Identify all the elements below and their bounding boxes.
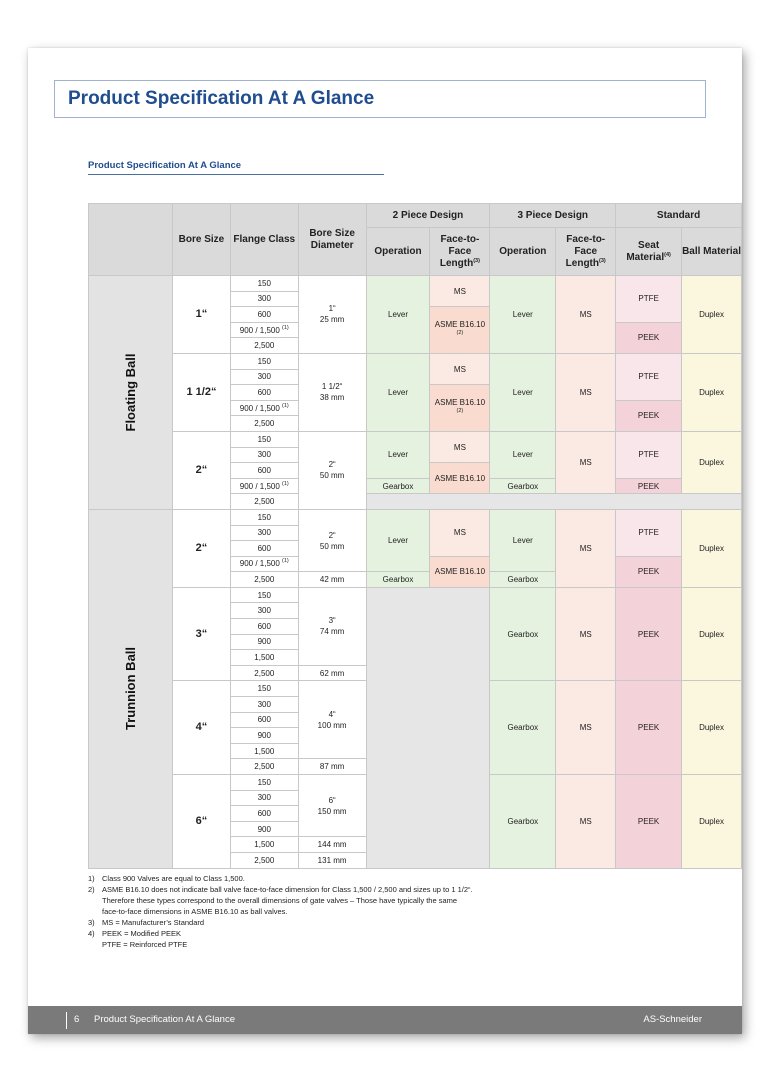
bore-diameter-2500: 87 mm <box>298 759 366 775</box>
face-to-face-2p: MS <box>430 509 490 556</box>
footnote <box>88 906 473 917</box>
group-two-piece: 2 Piece Design <box>366 204 490 228</box>
face-to-face-2p: MS <box>430 353 490 384</box>
diameter-inch: 2“ <box>328 460 336 470</box>
diameter-mm: 38 mm <box>319 393 345 403</box>
face-to-face-3p: MS <box>556 587 616 681</box>
bore-diameter <box>298 681 366 759</box>
page-footer <box>28 1006 742 1034</box>
operation-2p: Lever <box>366 276 430 354</box>
header-seat-material <box>616 228 682 276</box>
cell-text: 900 / 1,500 <box>239 325 280 335</box>
footnote <box>88 939 473 950</box>
flange-class: 2,500 <box>230 759 298 775</box>
face-to-face-3p: MS <box>556 775 616 869</box>
bore-diameter <box>298 431 366 509</box>
ball-material: Duplex <box>682 775 742 869</box>
flange-class: 1,500 <box>230 650 298 666</box>
diameter-mm: 25 mm <box>319 315 345 325</box>
footer-title: Product Specification At A Glance <box>94 1014 236 1025</box>
cell-text: ASME B16.10 <box>434 320 486 330</box>
diameter-inch: 6“ <box>328 795 336 805</box>
footnote-ref: (1) <box>282 324 289 331</box>
header-text: Face-to-Face Length <box>565 233 606 269</box>
operation-3p: Gearbox <box>490 587 556 681</box>
seat-material: PEEK <box>616 775 682 869</box>
not-available-cell <box>366 494 741 510</box>
cell-text: 900 / 1,500 <box>239 481 280 491</box>
footnote-ref: (1) <box>282 558 289 565</box>
header-operation-2p: Operation <box>366 228 430 276</box>
header-face-to-face-3p <box>556 228 616 276</box>
face-to-face-3p: MS <box>556 509 616 587</box>
footnote-text: ASME B16.10 does not indicate ball valve face-to-face dimension for Class 1,500 / 2,500 and sizes up to 1 1/2“. <box>102 885 473 894</box>
footnote <box>88 884 473 895</box>
seat-material: PEEK <box>616 681 682 775</box>
ball-material: Duplex <box>682 431 742 493</box>
bore-diameter-1500: 144 mm <box>298 837 366 853</box>
face-to-face-2p: MS <box>430 276 490 307</box>
face-to-face-2p <box>430 307 490 354</box>
bore-diameter <box>298 587 366 665</box>
diameter-mm: 50 mm <box>319 541 345 551</box>
flange-class: 600 <box>230 463 298 479</box>
footer-divider <box>66 1012 67 1029</box>
footnote-number: 3) <box>88 918 95 927</box>
section-floating-ball <box>89 276 173 510</box>
page-number: 6 <box>74 1014 80 1025</box>
diameter-mm: 74 mm <box>319 627 345 637</box>
operation-3p: Gearbox <box>490 681 556 775</box>
diameter-mm: 50 mm <box>319 471 345 481</box>
header-operation-3p: Operation <box>490 228 556 276</box>
footnote <box>88 928 473 939</box>
face-to-face-2p: ASME B16.10 <box>430 556 490 587</box>
flange-class: 2,500 <box>230 494 298 510</box>
header-flange-class: Flange Class <box>230 204 298 276</box>
header-bore-diameter: Bore Size Diameter <box>298 204 366 276</box>
footnote-number <box>88 906 102 917</box>
bore-size: 3“ <box>173 587 231 681</box>
seat-material: PEEK <box>616 400 682 431</box>
flange-class: 2,500 <box>230 416 298 432</box>
flange-class: 600 <box>230 806 298 822</box>
diameter-inch: 1“ <box>328 304 336 314</box>
footnote-text: Class 900 Valves are equal to Class 1,500. <box>102 874 245 883</box>
document-page <box>28 48 742 1034</box>
footnote-number: 4) <box>88 929 95 938</box>
section-trunnion-ball <box>89 509 173 868</box>
ball-material: Duplex <box>682 353 742 431</box>
operation-3p: Gearbox <box>490 572 556 588</box>
cell-text: ASME B16.10 <box>434 398 486 408</box>
footnote-ref: (1) <box>282 402 289 409</box>
title-box <box>54 80 706 118</box>
flange-class: 300 <box>230 369 298 385</box>
face-to-face-3p: MS <box>556 431 616 493</box>
seat-material: PTFE <box>616 276 682 323</box>
diameter-inch: 4“ <box>328 709 336 719</box>
flange-class <box>230 400 298 416</box>
seat-material: PTFE <box>616 353 682 400</box>
face-to-face-2p: MS <box>430 431 490 462</box>
flange-class: 2,500 <box>230 665 298 681</box>
seat-material: PEEK <box>616 556 682 587</box>
bore-diameter <box>298 276 366 354</box>
footnote-text: PEEK = Modified PEEK <box>102 929 181 938</box>
flange-class <box>230 556 298 572</box>
flange-class: 1,500 <box>230 743 298 759</box>
flange-class: 150 <box>230 509 298 525</box>
bore-diameter <box>298 509 366 571</box>
seat-material: PTFE <box>616 509 682 556</box>
flange-class: 2,500 <box>230 338 298 354</box>
footnote-ref: (3) <box>599 257 606 264</box>
footnote <box>88 917 473 928</box>
face-to-face-2p <box>430 385 490 432</box>
group-standard: Standard <box>616 204 742 228</box>
flange-class: 150 <box>230 587 298 603</box>
flange-class: 600 <box>230 712 298 728</box>
face-to-face-3p: MS <box>556 681 616 775</box>
diameter-inch: 3“ <box>328 616 336 626</box>
header-text: Seat Material <box>626 239 665 263</box>
operation-3p: Gearbox <box>490 478 556 494</box>
flange-class: 150 <box>230 681 298 697</box>
bore-diameter-2500: 131 mm <box>298 852 366 868</box>
seat-material: PEEK <box>616 587 682 681</box>
header-text: Face-to-Face Length <box>439 233 480 269</box>
flange-class: 150 <box>230 353 298 369</box>
footnotes <box>88 873 473 950</box>
face-to-face-3p: MS <box>556 353 616 431</box>
operation-3p: Gearbox <box>490 775 556 869</box>
section-label: Trunnion Ball <box>123 647 139 731</box>
bore-size: 2“ <box>173 509 231 587</box>
flange-class: 600 <box>230 541 298 557</box>
flange-class: 600 <box>230 307 298 323</box>
flange-class: 1,500 <box>230 837 298 853</box>
operation-2p: Lever <box>366 509 430 571</box>
operation-3p: Lever <box>490 431 556 478</box>
spec-table <box>88 203 742 869</box>
bore-size: 4“ <box>173 681 231 775</box>
footnote-text: PTFE = Reinforced PTFE <box>102 940 188 949</box>
footnote-number: 1) <box>88 874 95 883</box>
footnote <box>88 873 473 884</box>
bore-diameter <box>298 353 366 431</box>
flange-class: 150 <box>230 775 298 791</box>
footnote-ref: (4) <box>664 251 671 258</box>
flange-class: 2,500 <box>230 852 298 868</box>
diameter-mm: 150 mm <box>317 806 347 816</box>
flange-class <box>230 478 298 494</box>
flange-class: 600 <box>230 385 298 401</box>
flange-class: 300 <box>230 447 298 463</box>
ball-material: Duplex <box>682 681 742 775</box>
flange-class: 300 <box>230 525 298 541</box>
flange-class: 900 <box>230 821 298 837</box>
footnote-number: 2) <box>88 885 95 894</box>
section-subtitle: Product Specification At A Glance <box>88 160 384 175</box>
flange-class <box>230 322 298 338</box>
bore-size: 1 1/2“ <box>173 353 231 431</box>
flange-class: 900 <box>230 728 298 744</box>
flange-class: 300 <box>230 790 298 806</box>
seat-material: PTFE <box>616 431 682 478</box>
flange-class: 150 <box>230 431 298 447</box>
bore-size: 6“ <box>173 775 231 869</box>
cell-text: 900 / 1,500 <box>239 559 280 569</box>
diameter-inch: 2“ <box>328 530 336 540</box>
diameter-mm: 100 mm <box>317 720 347 730</box>
footnote-text: Therefore these types correspond to the overall dimensions of gate valves – Those have typically the same <box>102 896 458 905</box>
footnote-text: face-to-face dimensions in ASME B16.10 as ball valves. <box>102 907 288 916</box>
bore-diameter-2500: 62 mm <box>298 665 366 681</box>
page-title: Product Specification At A Glance <box>68 88 375 109</box>
operation-3p: Lever <box>490 353 556 431</box>
flange-class: 150 <box>230 276 298 292</box>
flange-class: 2,500 <box>230 572 298 588</box>
header-face-to-face-2p <box>430 228 490 276</box>
face-to-face-3p: MS <box>556 276 616 354</box>
footnote <box>88 895 473 906</box>
header-ball-material: Ball Material <box>682 228 742 276</box>
footnote-ref: (1) <box>282 480 289 487</box>
ball-material: Duplex <box>682 276 742 354</box>
bore-size: 1“ <box>173 276 231 354</box>
operation-2p: Lever <box>366 431 430 478</box>
two-piece-not-available <box>366 587 490 868</box>
flange-class: 600 <box>230 619 298 635</box>
ball-material: Duplex <box>682 509 742 587</box>
operation-2p: Gearbox <box>366 572 430 588</box>
seat-material: PEEK <box>616 322 682 353</box>
flange-class: 300 <box>230 603 298 619</box>
footnote-ref: (3) <box>473 257 480 264</box>
flange-class: 900 <box>230 634 298 650</box>
operation-2p: Lever <box>366 353 430 431</box>
footnote-text: MS = Manufacturer’s Standard <box>102 918 205 927</box>
operation-3p: Lever <box>490 509 556 571</box>
flange-class: 300 <box>230 291 298 307</box>
operation-2p: Gearbox <box>366 478 430 494</box>
bore-diameter-2500: 42 mm <box>298 572 366 588</box>
footnote-number <box>88 895 102 906</box>
footer-brand: AS-Schneider <box>643 1014 702 1025</box>
footnote-number <box>88 939 102 950</box>
footnote-ref: (2) <box>456 408 464 415</box>
header-corner <box>89 204 173 276</box>
diameter-inch: 1 1/2“ <box>321 382 343 392</box>
footnote-ref: (2) <box>456 330 464 337</box>
flange-class: 300 <box>230 697 298 713</box>
header-bore-size: Bore Size <box>173 204 231 276</box>
bore-diameter <box>298 775 366 837</box>
face-to-face-2p: ASME B16.10 <box>430 463 490 494</box>
ball-material: Duplex <box>682 587 742 681</box>
section-label: Floating Ball <box>123 353 139 432</box>
operation-3p: Lever <box>490 276 556 354</box>
bore-size: 2“ <box>173 431 231 509</box>
group-three-piece: 3 Piece Design <box>490 204 616 228</box>
seat-material: PEEK <box>616 478 682 494</box>
cell-text: 900 / 1,500 <box>239 403 280 413</box>
